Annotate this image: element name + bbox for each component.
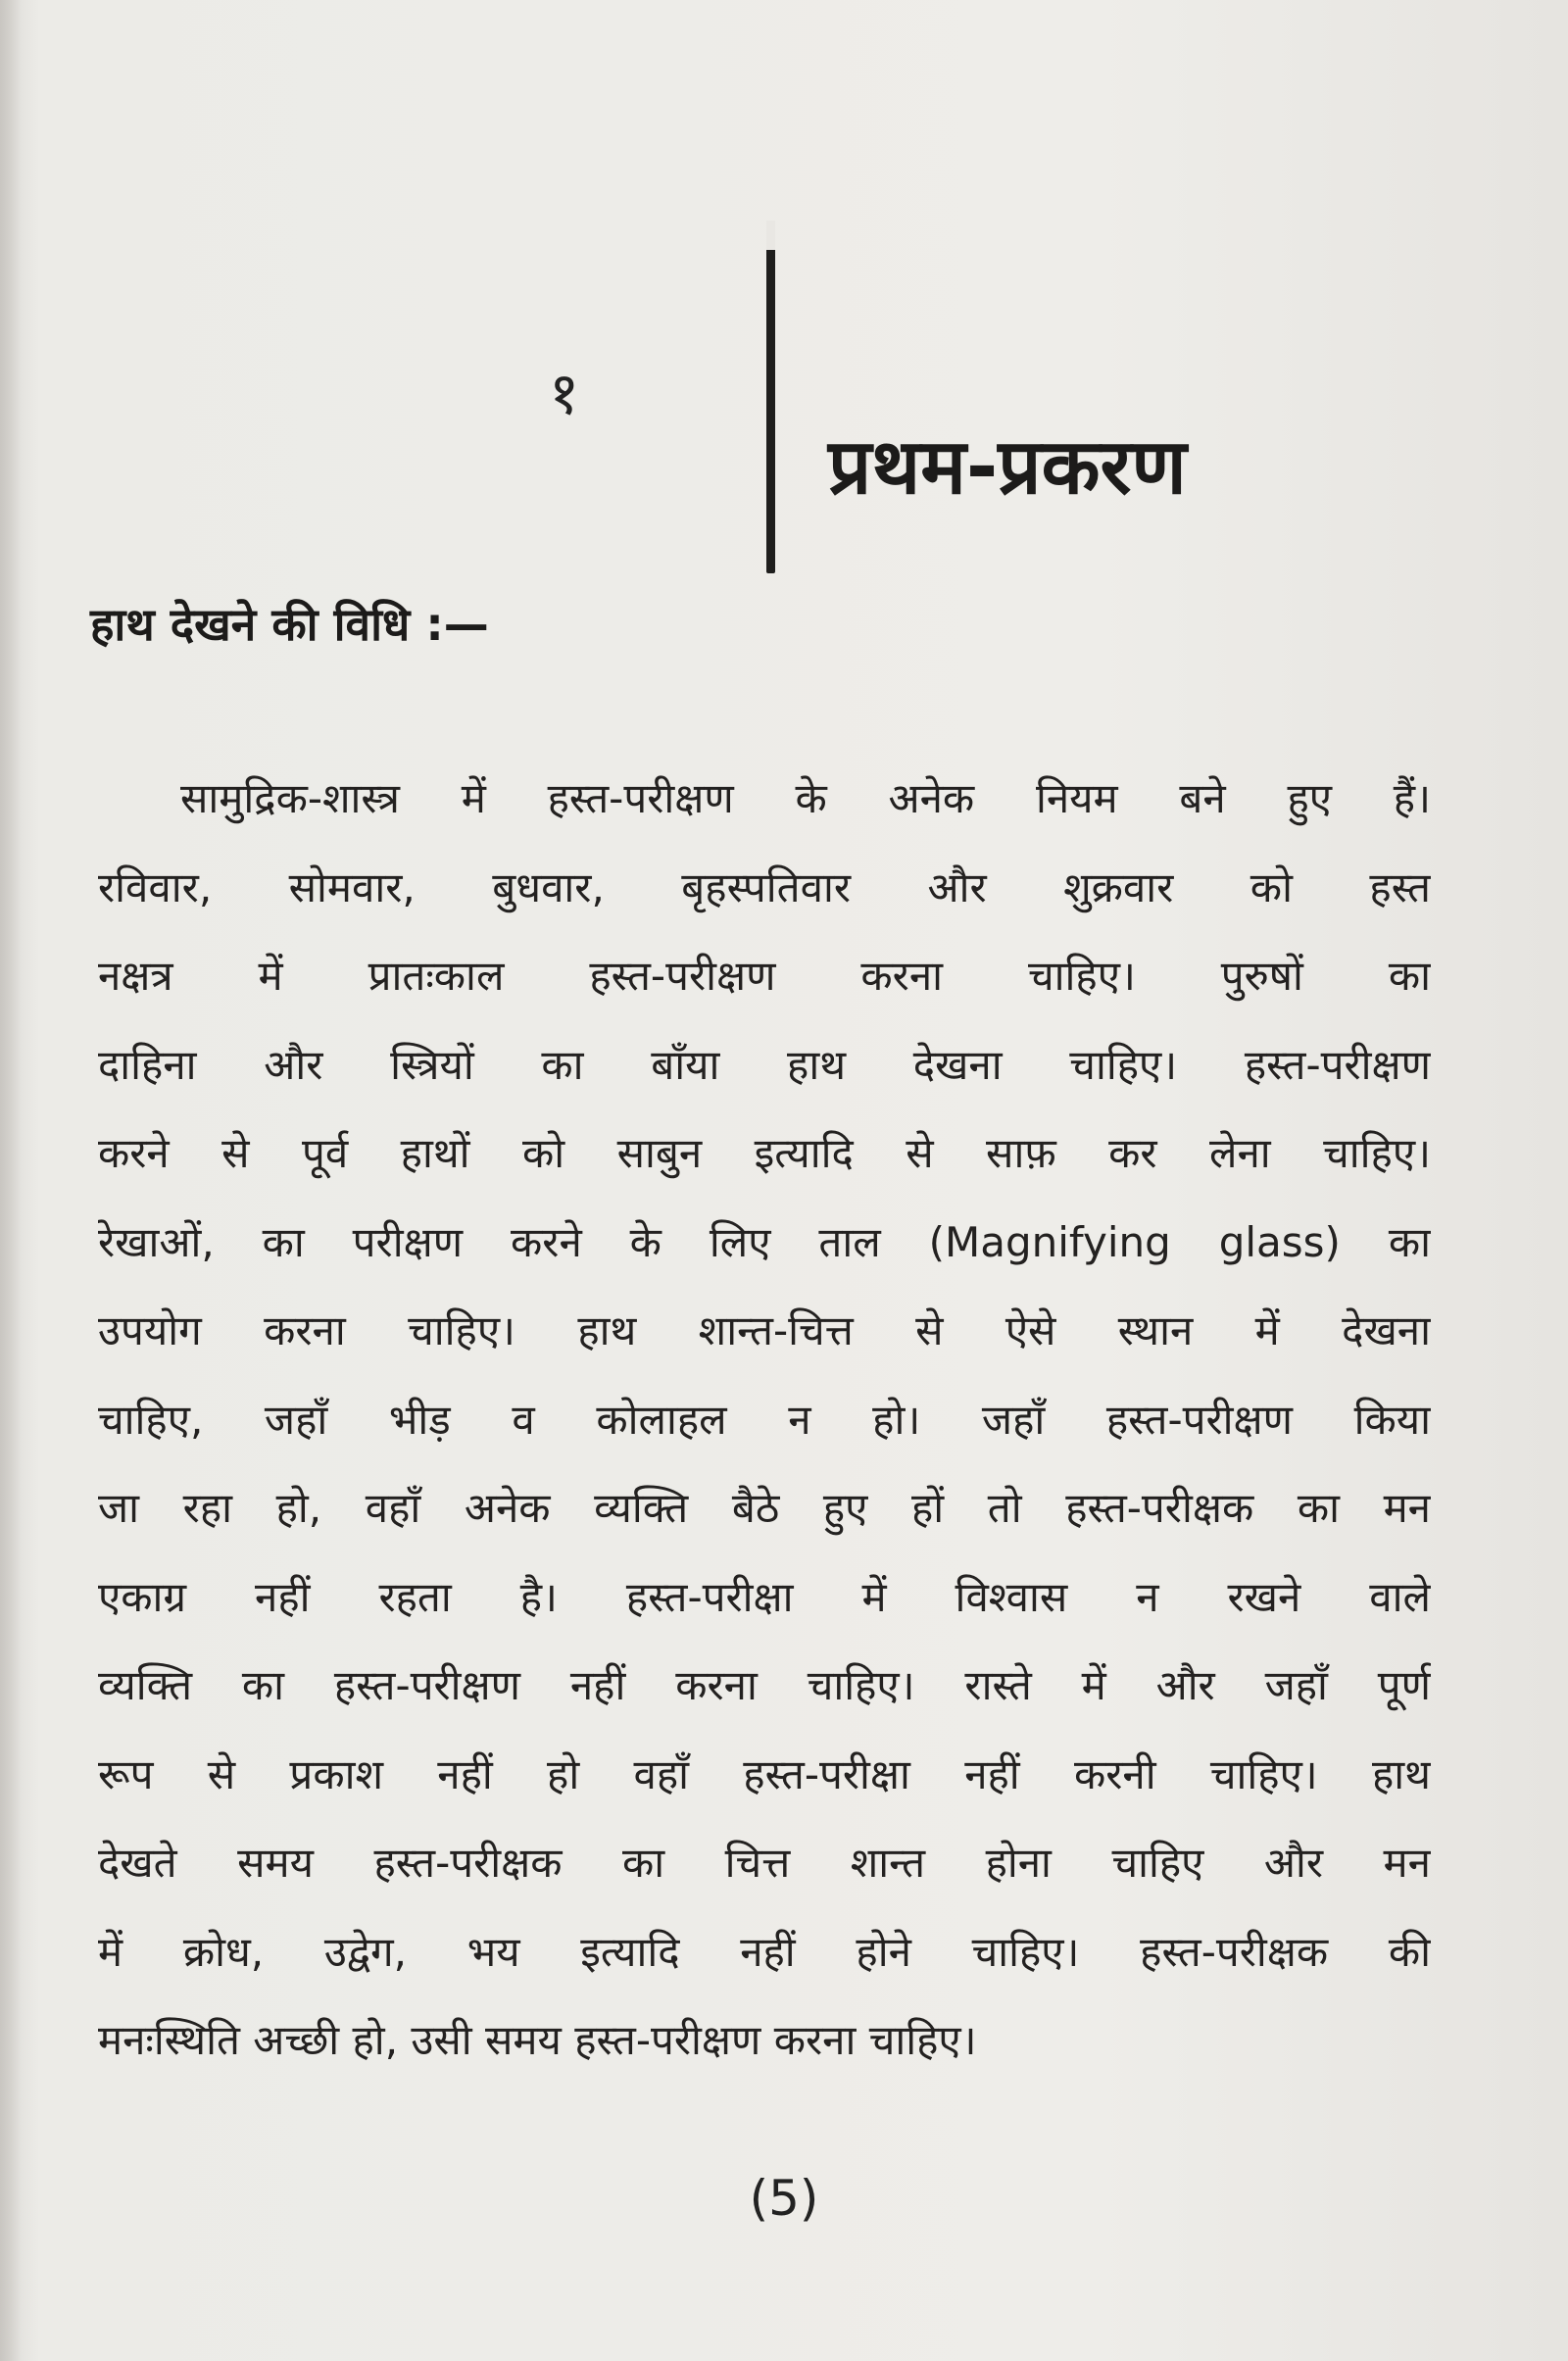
page-number: (5): [749, 2170, 819, 2227]
text-line: चाहिए, जहाँ भीड़ व कोलाहल न हो। जहाँ हस्त-परीक्षण किया: [98, 1395, 1431, 1444]
text-line: रूप से प्रकाश नहीं हो वहाँ हस्त-परीक्षा नहीं करनी चाहिए। हाथ: [98, 1749, 1431, 1798]
text-line: दाहिना और स्त्रियों का बाँया हाथ देखना चाहिए। हस्त-परीक्षण: [98, 1040, 1431, 1089]
text-line: नक्षत्र में प्रातःकाल हस्त-परीक्षण करना चाहिए। पुरुषों का: [98, 952, 1431, 1000]
text-line: जा रहा हो, वहाँ अनेक व्यक्ति बैठे हुए हों तो हस्त-परीक्षक का मन: [98, 1484, 1431, 1532]
text-line: में क्रोध, उद्वेग, भय इत्यादि नहीं होने चाहिए। हस्त-परीक्षक की: [98, 1927, 1431, 1976]
chapter-divider: [766, 221, 775, 573]
text-line: मनःस्थिति अच्छी हो, उसी समय हस्त-परीक्षण करना चाहिए।: [98, 2016, 977, 2064]
chapter-title: प्रथम-प्रकरण: [828, 423, 1187, 512]
text-line: रविवार, सोमवार, बुधवार, बृहस्पतिवार और शुक्रवार को हस्त: [98, 862, 1431, 911]
chapter-header: [0, 0, 1568, 588]
chapter-number: १: [549, 360, 580, 428]
chapter-divider-gap: [766, 221, 775, 250]
text-line: उपयोग करना चाहिए। हाथ शान्त-चित्त से ऐसे स्थान में देखना: [98, 1306, 1431, 1354]
body-paragraph: [98, 755, 1431, 2086]
text-line: करने से पूर्व हाथों को साबुन इत्यादि से साफ़ कर लेना चाहिए।: [98, 1129, 1431, 1177]
text-line: सामुद्रिक-शास्त्र में हस्त-परीक्षण के अनेक नियम बने हुए हैं।: [180, 774, 1431, 822]
section-heading: हाथ देखने की विधि :—: [90, 598, 489, 651]
text-line: एकाग्र नहीं रहता है। हस्त-परीक्षा में विश्वास न रखने वाले: [98, 1572, 1431, 1621]
text-line: रेखाओं, का परीक्षण करने के लिए ताल (Magnifying glass) का: [98, 1217, 1431, 1266]
text-line: देखते समय हस्त-परीक्षक का चित्त शान्त होना चाहिए और मन: [98, 1839, 1431, 1887]
text-line: व्यक्ति का हस्त-परीक्षण नहीं करना चाहिए। रास्ते में और जहाँ पूर्ण: [98, 1661, 1431, 1709]
